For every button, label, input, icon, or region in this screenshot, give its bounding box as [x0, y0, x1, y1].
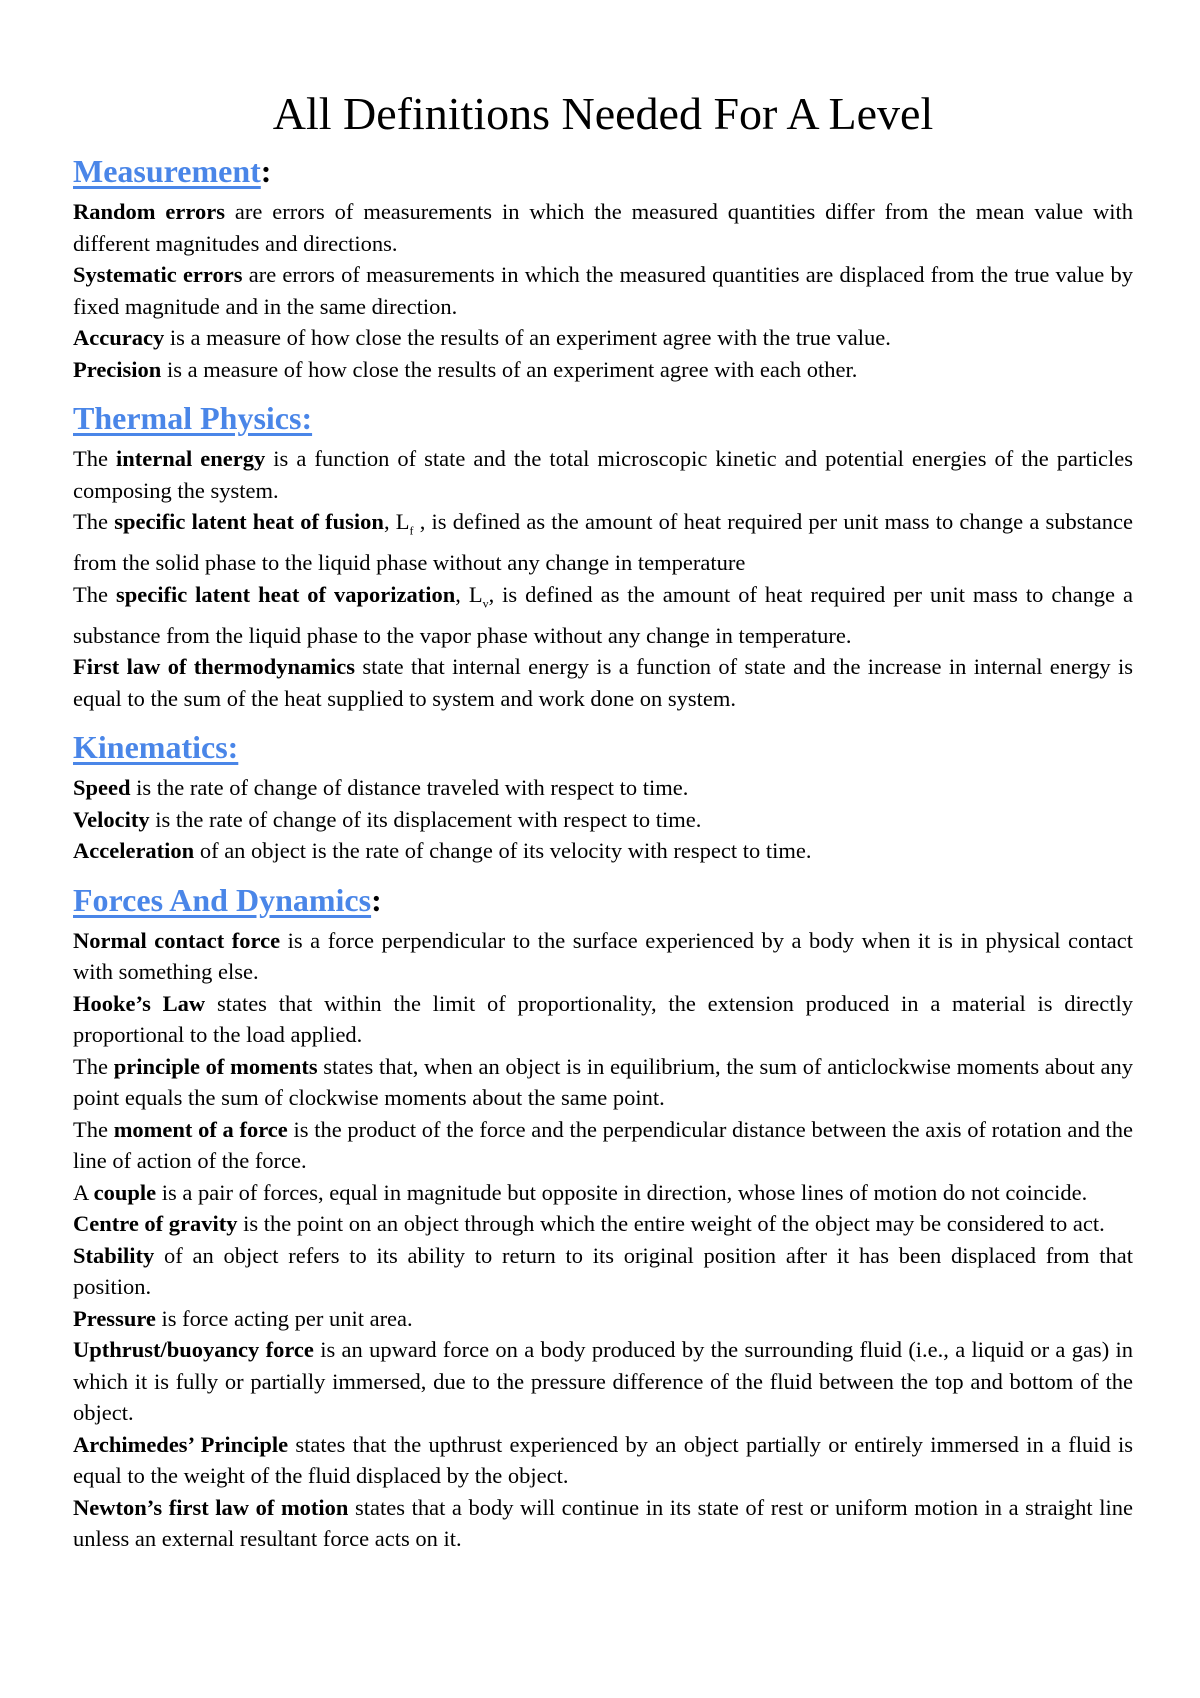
definition-paragraph	[73, 835, 1133, 867]
definition-paragraph	[73, 354, 1133, 386]
section-heading-colon: :	[260, 153, 272, 189]
definition-term: Speed	[73, 775, 131, 800]
definition-text: is a measure of how close the results of an experiment agree with the true value.	[164, 325, 891, 350]
definition-paragraph	[73, 322, 1133, 354]
definition-text: are errors of measurements in which the measured quantities are displaced from the true value by fixed magnitude and in the same direction.	[73, 262, 1133, 319]
section	[73, 724, 1133, 877]
definition-text: states that the upthrust experienced by an object partially or entirely immersed in a fluid is equal to the weight of the fluid displaced by the object.	[73, 1431, 1133, 1488]
definition-text: are errors of measurements in which the measured quantities differ from the mean value with different magnitudes and directions.	[73, 199, 1133, 256]
definition-prefix: The	[73, 509, 115, 534]
definition-term: Hooke’s Law	[73, 990, 206, 1016]
definition-prefix: The	[73, 581, 116, 607]
definition-paragraph	[73, 1051, 1133, 1114]
definition-text: is a function of state and the total microscopic kinetic and potential energies of the particles composing the system.	[73, 446, 1133, 503]
definition-paragraph	[73, 651, 1133, 714]
section-heading-text: Measurement	[73, 153, 261, 189]
section-heading-colon: :	[371, 881, 382, 918]
definition-text: , L	[383, 509, 410, 534]
definition-term: Random errors	[73, 199, 225, 224]
definition-text: of an object is the rate of change of its velocity with respect to time.	[194, 838, 812, 863]
section-gap	[73, 867, 1133, 877]
definition-text: is force acting per unit area.	[155, 1305, 413, 1331]
definition-prefix: A	[73, 1179, 94, 1205]
definition-prefix: The	[73, 1053, 114, 1079]
definition-term: Normal contact force	[73, 927, 281, 953]
section-gap	[73, 385, 1133, 395]
definition-text: state that internal energy is a function of state and the increase in internal energy is equal to the sum of the heat supplied to system and work done on system.	[73, 654, 1133, 711]
definition-term: Upthrust/buoyancy force	[73, 1337, 314, 1362]
definition-paragraph	[73, 1492, 1133, 1555]
definition-text: is the rate of change of its displacement with respect to time.	[149, 806, 702, 832]
sections-container	[73, 148, 1133, 1555]
definition-text: is the rate of change of distance traveled with respect to time.	[130, 775, 689, 800]
section	[73, 395, 1133, 724]
definition-text: is the product of the force and the perpendicular distance between the axis of rotation and the line of action of the force.	[73, 1116, 1134, 1173]
section-heading	[73, 877, 1133, 923]
definition-paragraph	[73, 579, 1133, 652]
definition-text: , is defined as the amount of heat required per unit mass to change a substance from the solid phase to the liquid phase without any change in temperature	[73, 509, 1133, 575]
definition-term: moment of a force	[113, 1116, 288, 1142]
definition-prefix: The	[73, 1116, 114, 1142]
section-heading	[73, 148, 1133, 194]
definition-text: of an object refers to its ability to return to its original position after it has been displaced from that position.	[73, 1242, 1133, 1299]
section	[73, 148, 1133, 395]
definition-term: principle of moments	[113, 1053, 318, 1079]
definition-term: specific latent heat of fusion	[114, 509, 384, 534]
section	[73, 877, 1133, 1555]
definition-text: is a force perpendicular to the surface experienced by a body when it is in physical contact with something else.	[73, 927, 1134, 984]
definition-term: internal energy	[116, 446, 266, 471]
definition-term: Accuracy	[73, 325, 165, 350]
definition-text: , L	[455, 581, 483, 607]
definition-term: Acceleration	[73, 838, 195, 863]
definition-paragraph	[73, 1177, 1133, 1209]
definition-text: is a pair of forces, equal in magnitude but opposite in direction, whose lines of motion do not coincide.	[156, 1179, 1088, 1205]
definition-paragraph	[73, 1429, 1133, 1492]
definition-text: states that within the limit of proportionality, the extension produced in a material is directly proportional to the load applied.	[73, 990, 1134, 1047]
definition-text: is the point on an object through which the entire weight of the object may be considered to act.	[237, 1211, 1105, 1236]
definition-term: First law of thermodynamics	[73, 654, 356, 679]
section-heading	[73, 395, 1133, 441]
definition-term: specific latent heat of vaporization	[115, 581, 456, 607]
definition-prefix: The	[73, 446, 117, 471]
definition-term: Precision	[73, 356, 162, 382]
definition-text: is a measure of how close the results of an experiment agree with each other.	[161, 356, 858, 382]
definition-text: states that a body will continue in its state of rest or uniform motion in a straight line unless an external resultant force acts on it.	[73, 1494, 1133, 1551]
definition-text: states that, when an object is in equilibrium, the sum of anticlockwise moments about any point equals the sum of clockwise moments about the same point.	[73, 1053, 1133, 1110]
section-heading	[73, 724, 1133, 770]
definition-paragraph	[73, 259, 1133, 322]
definition-paragraph	[73, 196, 1133, 259]
definition-paragraph	[73, 1208, 1133, 1240]
definition-term: couple	[93, 1179, 157, 1205]
definition-paragraph	[73, 1240, 1133, 1303]
section-heading-text: Thermal Physics:	[73, 400, 313, 436]
subscript: v	[482, 596, 489, 610]
definition-paragraph	[73, 804, 1133, 836]
definition-paragraph	[73, 988, 1133, 1051]
definition-paragraph	[73, 772, 1133, 804]
definition-term: Velocity	[73, 806, 150, 832]
definition-paragraph	[73, 1334, 1133, 1429]
definition-paragraph	[73, 506, 1133, 579]
section-heading-text: Forces And Dynamics	[73, 881, 372, 918]
definition-text: , is defined as the amount of heat required per unit mass to change a substance from the liquid phase to the vapor phase without any change in temperature.	[73, 581, 1133, 648]
definition-term: Stability	[73, 1242, 155, 1268]
definition-term: Archimedes’ Principle	[73, 1431, 289, 1457]
document-title: All Definitions Needed For A Level	[272, 88, 934, 139]
section-gap	[73, 714, 1133, 724]
definition-paragraph	[73, 443, 1133, 506]
definition-text: is an upward force on a body produced by the surrounding fluid (i.e., a liquid or a gas) in which it is fully or partially immersed, due to the pressure difference of the fluid between the top and bottom of the object.	[73, 1337, 1133, 1425]
definition-term: Newton’s first law of motion	[73, 1494, 349, 1520]
section-heading-text: Kinematics:	[73, 729, 239, 765]
definition-term: Pressure	[73, 1305, 156, 1331]
definition-paragraph	[73, 1114, 1133, 1177]
document-body	[73, 86, 1133, 1555]
subscript: f	[409, 523, 414, 538]
definition-term: Centre of gravity	[73, 1211, 238, 1236]
definition-term: Systematic errors	[73, 262, 243, 287]
definition-paragraph	[73, 925, 1133, 988]
definition-paragraph	[73, 1303, 1133, 1335]
